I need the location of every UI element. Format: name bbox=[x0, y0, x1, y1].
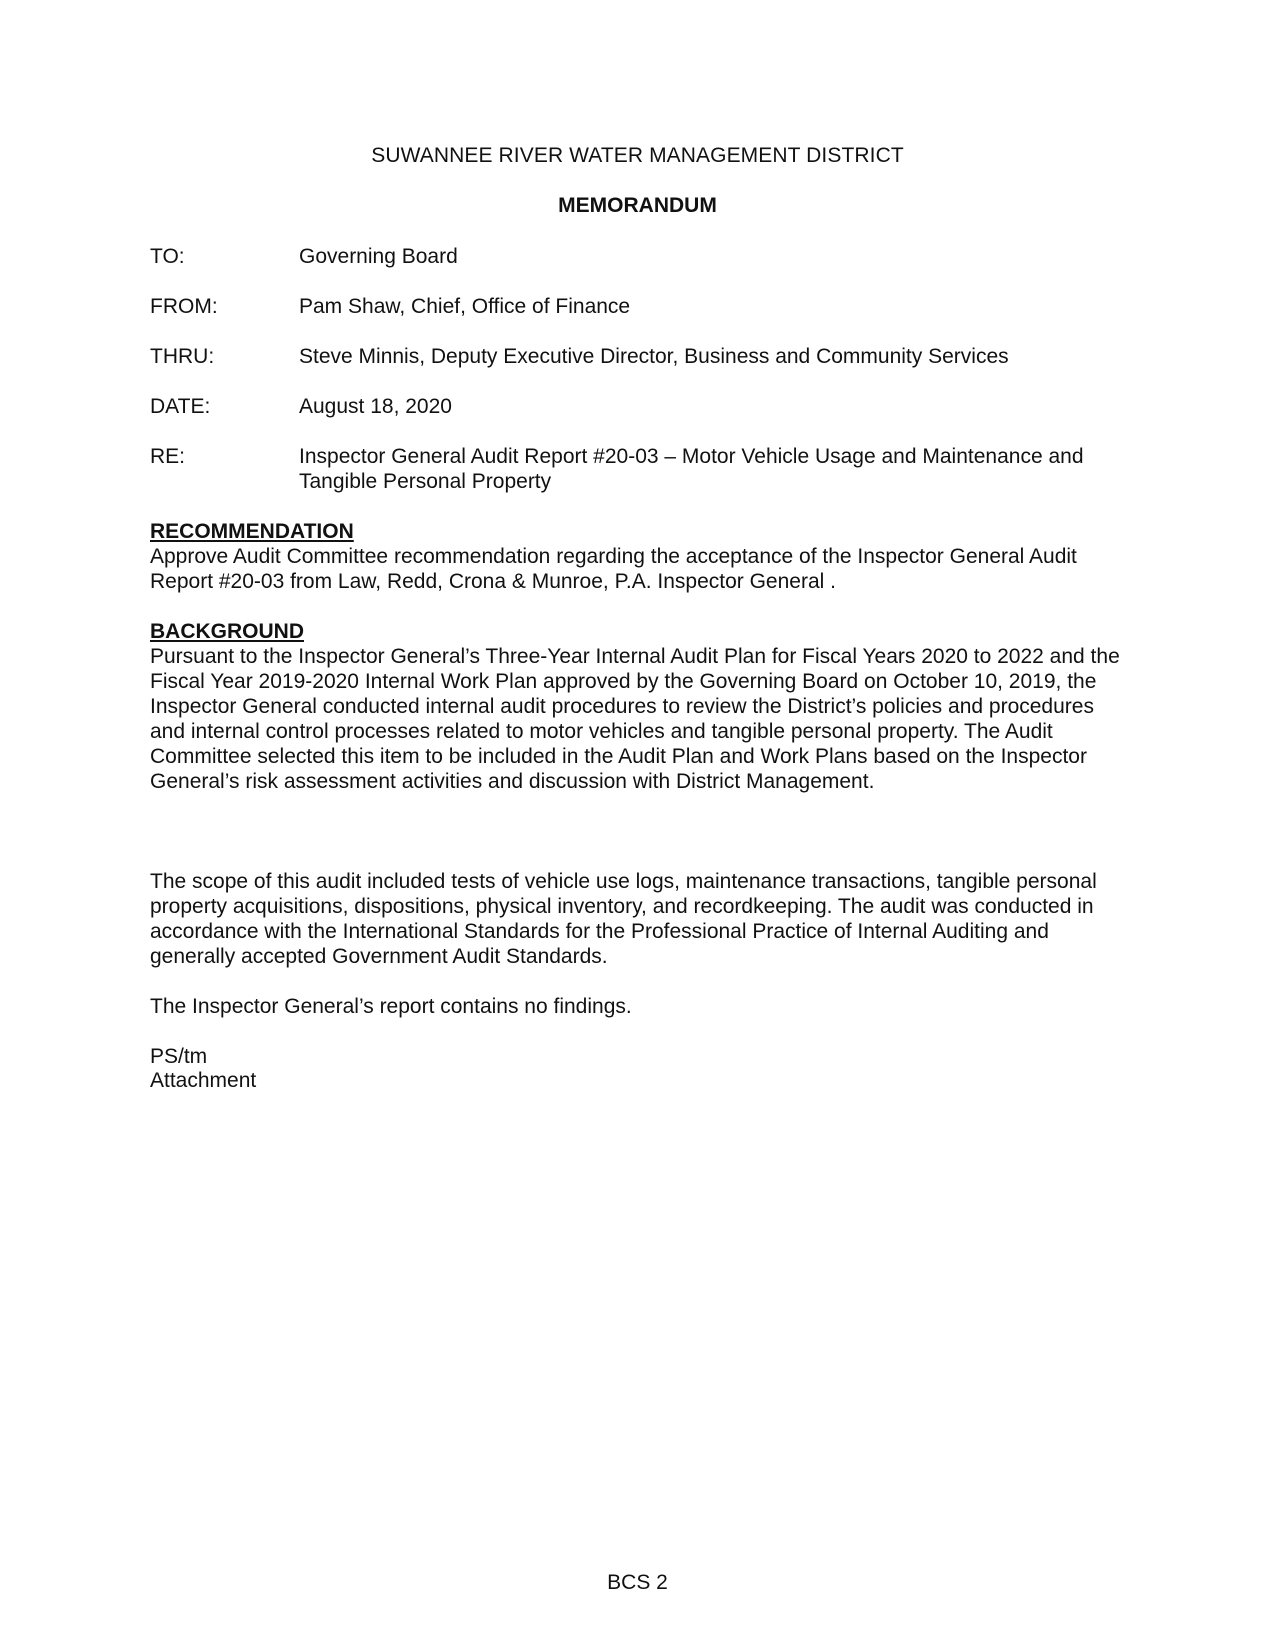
attachment-note bbox=[150, 1068, 550, 1093]
background-paragraph-3: The Inspector General’s report contains no findings. bbox=[150, 995, 632, 1018]
header-label-from: FROM: bbox=[150, 295, 218, 318]
header-value-re: Inspector General Audit Report #20-03 – Motor Vehicle Usage and Maintenance and Tangible Personal Property bbox=[299, 445, 1084, 493]
header-label-thru: THRU: bbox=[150, 345, 215, 368]
header-value-date: August 18, 2020 bbox=[299, 395, 452, 418]
memo-title: MEMORANDUM bbox=[558, 194, 717, 217]
header-value-from: Pam Shaw, Chief, Office of Finance bbox=[299, 295, 631, 318]
recommendation-heading: RECOMMENDATION bbox=[150, 520, 354, 543]
background-heading: BACKGROUND bbox=[150, 620, 304, 643]
organization-name: SUWANNEE RIVER WATER MANAGEMENT DISTRICT bbox=[371, 144, 904, 167]
recommendation-section bbox=[150, 519, 1125, 594]
header-label-to: TO: bbox=[150, 245, 185, 268]
background-paragraph-1: Pursuant to the Inspector General’s Three-Year Internal Audit Plan for Fiscal Years 2020 to 2022 and the Fiscal Year 2019-2020 Internal Work Plan approved by the Governing Board on October 10, 2019, the Inspector General conducted internal audit procedures to review the District’s policies and procedures and internal control processes related to motor vehicles and tangible personal property. The Audit Committee selected this item to be included in the Audit Plan and Work Plans based on the Inspector General’s risk assessment activities and discussion with District Management. bbox=[150, 645, 1120, 793]
header-value-to: Governing Board bbox=[299, 245, 458, 268]
header-label-re: RE: bbox=[150, 445, 186, 468]
background-paragraph-2: The scope of this audit included tests of vehicle use logs, maintenance transactions, tangible personal property acquisitions, dispositions, physical inventory, and recordkeeping. The audit was conducted in accordance with the International Standards for the Professional Practice of Internal Auditing and generally accepted Government Audit Standards. bbox=[150, 870, 1097, 968]
attachment-label: Attachment bbox=[150, 1069, 257, 1092]
header-label-date: DATE: bbox=[150, 395, 211, 418]
background-section bbox=[150, 619, 1125, 794]
header-value-thru: Steve Minnis, Deputy Executive Director, Business and Community Services bbox=[299, 345, 1009, 368]
recommendation-text: Approve Audit Committee recommendation regarding the acceptance of the Inspector General Audit Report #20-03 from Law, Redd, Crona & Munroe, P.A. Inspector General . bbox=[150, 545, 1077, 593]
page-label: BCS 2 bbox=[607, 1571, 668, 1594]
initials: PS/tm bbox=[150, 1045, 208, 1068]
